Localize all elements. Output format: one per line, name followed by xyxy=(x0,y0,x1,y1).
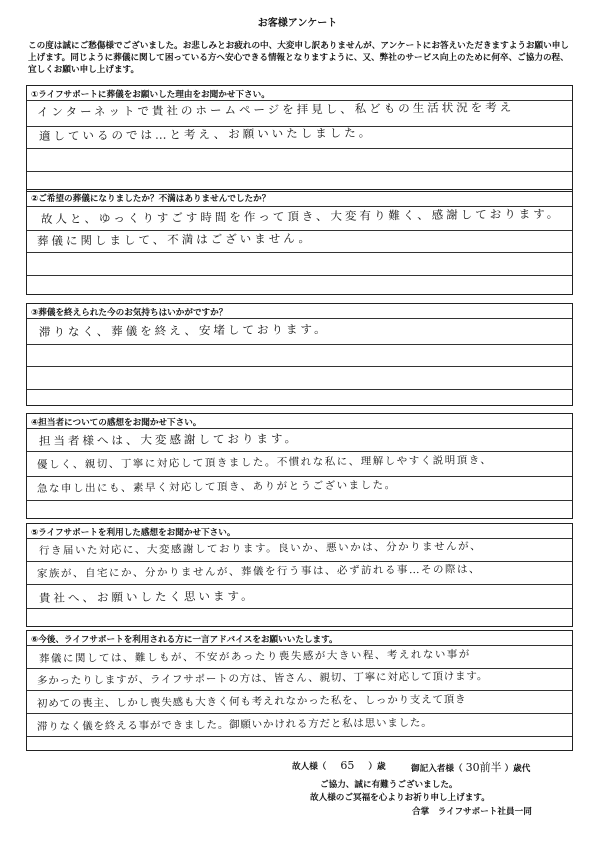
answer-line xyxy=(27,668,572,669)
handwritten-answer: 適しているのでは…と考え、お願いいたしました。 xyxy=(38,125,374,143)
answer-line xyxy=(27,736,572,737)
question-title: ②ご希望の葬儀になりましたか？不満はありませんでしたか？ xyxy=(31,194,271,204)
answer-line xyxy=(27,476,572,477)
handwritten-answer: 行き届いた対応に、大変感謝しております。良いか、悪いかは、分かりませんが、 xyxy=(38,540,483,557)
question-box-2 xyxy=(26,189,573,295)
answer-line xyxy=(27,500,572,501)
prayer-text: 故人様のご冥福を心よりお祈り申し上げます。 xyxy=(310,793,490,803)
handwritten-answer: インターネットで貴社のホームページを拝見し、私どもの生活状況を考え xyxy=(36,100,515,119)
deceased-age-label: 故人様（ xyxy=(292,762,327,772)
handwritten-answer: 滞りなく、葬儀を終え、安堵しております。 xyxy=(38,321,329,339)
answer-line xyxy=(27,690,572,691)
handwritten-answer: 担当者様へは、大変感謝しております。 xyxy=(38,431,300,448)
answer-line xyxy=(27,561,572,562)
handwritten-answer: 優しく、親切、丁寧に対応して頂きました。不慣れな私に、理解しやすく説明頂き、 xyxy=(36,454,493,471)
deceased-age-suffix: ）歳 xyxy=(368,762,386,772)
answer-line xyxy=(27,275,572,276)
answer-line xyxy=(27,389,572,390)
question-title: ⑥今後、ライフサポートを利用される方に一言アドバイスをお願いいたします。 xyxy=(31,635,338,645)
question-title: ③葬儀を終えられた今のお気持ちはいかがですか？ xyxy=(31,308,228,318)
divider xyxy=(27,645,572,646)
thanks-text: ご協力、誠に有難うございました。 xyxy=(320,780,458,790)
filler-age-field xyxy=(411,759,530,775)
answer-line xyxy=(27,171,572,172)
divider xyxy=(27,318,572,319)
question-title: ⑤ライフサポートを利用した感想をお聞かせ下さい。 xyxy=(31,528,236,538)
question-box-5 xyxy=(26,523,573,627)
answer-line xyxy=(27,584,572,585)
handwritten-answer: 初めての喪主、しかし喪失感も大きく何も考えれなかった私を、しっかり支えて頂き xyxy=(36,693,467,710)
question-box-6 xyxy=(26,630,573,751)
answer-line xyxy=(27,366,572,367)
divider xyxy=(27,538,572,539)
deceased-age-field xyxy=(292,759,386,772)
handwritten-answer: 貴社へ、お願いしたく思います。 xyxy=(38,588,256,605)
answer-line xyxy=(27,252,572,253)
answer-line xyxy=(27,713,572,714)
handwritten-answer: 葬儀に関しまして、不満はございません。 xyxy=(36,231,314,248)
survey-title: お客様アンケート xyxy=(257,18,338,29)
question-title: ④担当者についての感想をお聞かせ下さい。 xyxy=(31,418,202,428)
question-box-3 xyxy=(26,303,573,406)
handwritten-answer: 家族が、自宅にか、分かりませんが、葬儀を行う事は、必ず訪れる事…その際は、 xyxy=(36,563,482,580)
signature-text: 合掌 ライフサポート社員一同 xyxy=(412,807,532,817)
filler-age-value: 30前半 xyxy=(465,761,502,774)
intro-text: この度は誠にご愁傷様でございました。お悲しみとお疲れの中、大変申し訳ありませんが、アンケートにお答えいただきますようお願い申し上げます。同じように葬儀に関して困っている方へ安心できる情報となりますように、又、弊社のサービス向上のために何卒、ご協力の程、宜しくお願い申し上げます。 xyxy=(28,41,569,75)
divider xyxy=(27,428,572,429)
answer-line xyxy=(27,148,572,149)
handwritten-answer: 多かったりしますが、ライフサポートの方は、皆さん、親切、丁寧に対応して頂けます。 xyxy=(36,670,489,687)
handwritten-answer: 故人と、ゆっくりすごす時間を作って頂き、大変有り難く、感謝しております。 xyxy=(40,206,562,226)
handwritten-answer: 急な申し出にも、素早く対応して頂き、ありがとうございました。 xyxy=(36,479,397,495)
question-box-1 xyxy=(26,85,573,192)
filler-age-suffix: ）歳代 xyxy=(504,764,531,774)
handwritten-answer: 葬儀に関しては、難しもが、不安があったり喪失感が大きい程、考えれない事が xyxy=(38,648,471,665)
deceased-age-value: 65 xyxy=(340,759,355,772)
question-box-4 xyxy=(26,413,573,519)
answer-line xyxy=(27,344,572,345)
handwritten-answer: 滞りなく儀を終える事ができました。御願いかけれる方だと私は思いました。 xyxy=(36,716,433,733)
filler-age-label: 御記入者様（ xyxy=(411,764,463,774)
question-title: ①ライフサポートに葬儀をお願いした理由をお聞かせ下さい。 xyxy=(31,90,270,100)
answer-line xyxy=(27,608,572,609)
